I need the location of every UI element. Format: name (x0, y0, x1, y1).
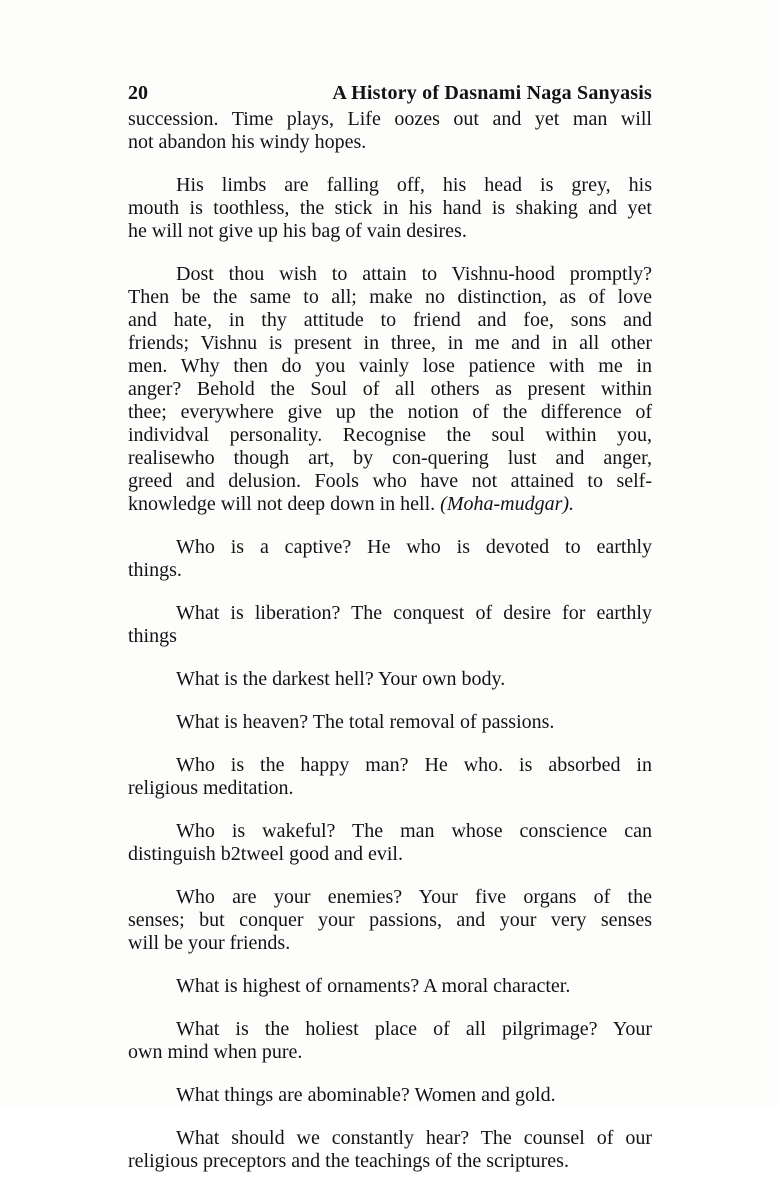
cited-work-title: (Moha-mudgar). (440, 493, 575, 515)
text-line: religious meditation. (128, 777, 294, 799)
text-line: things. (128, 559, 182, 581)
text-line: anger? Behold the Soul of all others as present within (128, 378, 652, 400)
text-line: Then be the same to all; make no distinction, as of love (128, 286, 652, 308)
text-line (128, 493, 652, 516)
text-line: What should we constantly hear? The counsel of our (176, 1127, 652, 1149)
text-line: own mind when pure. (128, 1041, 303, 1063)
text-line: will be your friends. (128, 932, 291, 954)
page-header (128, 82, 652, 105)
text-line: senses; but conquer your passions, and your very senses (128, 909, 652, 931)
text-line: Dost thou wish to attain to Vishnu-hood promptly? (176, 263, 652, 285)
text-line: Who is wakeful? The man whose conscience can (176, 820, 652, 842)
text-line: What is highest of ornaments? A moral character. (176, 975, 571, 997)
text-line: and hate, in thy attitude to friend and foe, sons and (128, 309, 652, 331)
body-text (128, 108, 652, 1193)
text-line: individval personality. Recognise the soul within you, (128, 424, 652, 446)
page-number: 20 (128, 82, 148, 104)
text-line: men. Why then do you vainly lose patience with me in (128, 355, 652, 377)
text-segment: knowledge will not deep down in hell. (128, 493, 441, 515)
text-line: Who are your enemies? Your five organs of the (176, 886, 652, 908)
text-line: What is the darkest hell? Your own body. (176, 668, 506, 690)
text-line: thee; everywhere give up the notion of the difference of (128, 401, 652, 423)
text-line: greed and delusion. Fools who have not attained to self- (128, 470, 652, 492)
text-line: succession. Time plays, Life oozes out and yet man will (128, 108, 652, 130)
text-line: His limbs are falling off, his head is grey, his (176, 174, 652, 196)
text-line: mouth is toothless, the stick in his hand is shaking and yet (128, 197, 652, 219)
text-line: he will not give up his bag of vain desires. (128, 220, 467, 242)
text-line: realisewho though art, by con-quering lust and anger, (128, 447, 652, 469)
text-line: not abandon his windy hopes. (128, 131, 367, 153)
running-title: A History of Dasnami Naga Sanyasis (332, 82, 652, 104)
text-line: What is heaven? The total removal of passions. (176, 711, 555, 733)
text-line: friends; Vishnu is present in three, in me and in all other (128, 332, 652, 354)
text-line: What things are abominable? Women and gold. (176, 1084, 556, 1106)
text-line: religious preceptors and the teachings of the scriptures. (128, 1150, 569, 1172)
text-line: Who is the happy man? He who. is absorbed in (176, 754, 652, 776)
text-line: What is the holiest place of all pilgrimage? Your (176, 1018, 652, 1040)
text-line: distinguish b2tweel good and evil. (128, 843, 403, 865)
text-line: Who is a captive? He who is devoted to earthly (176, 536, 652, 558)
text-line: What is liberation? The conquest of desire for earthly (176, 602, 652, 624)
text-line: things (128, 625, 177, 647)
